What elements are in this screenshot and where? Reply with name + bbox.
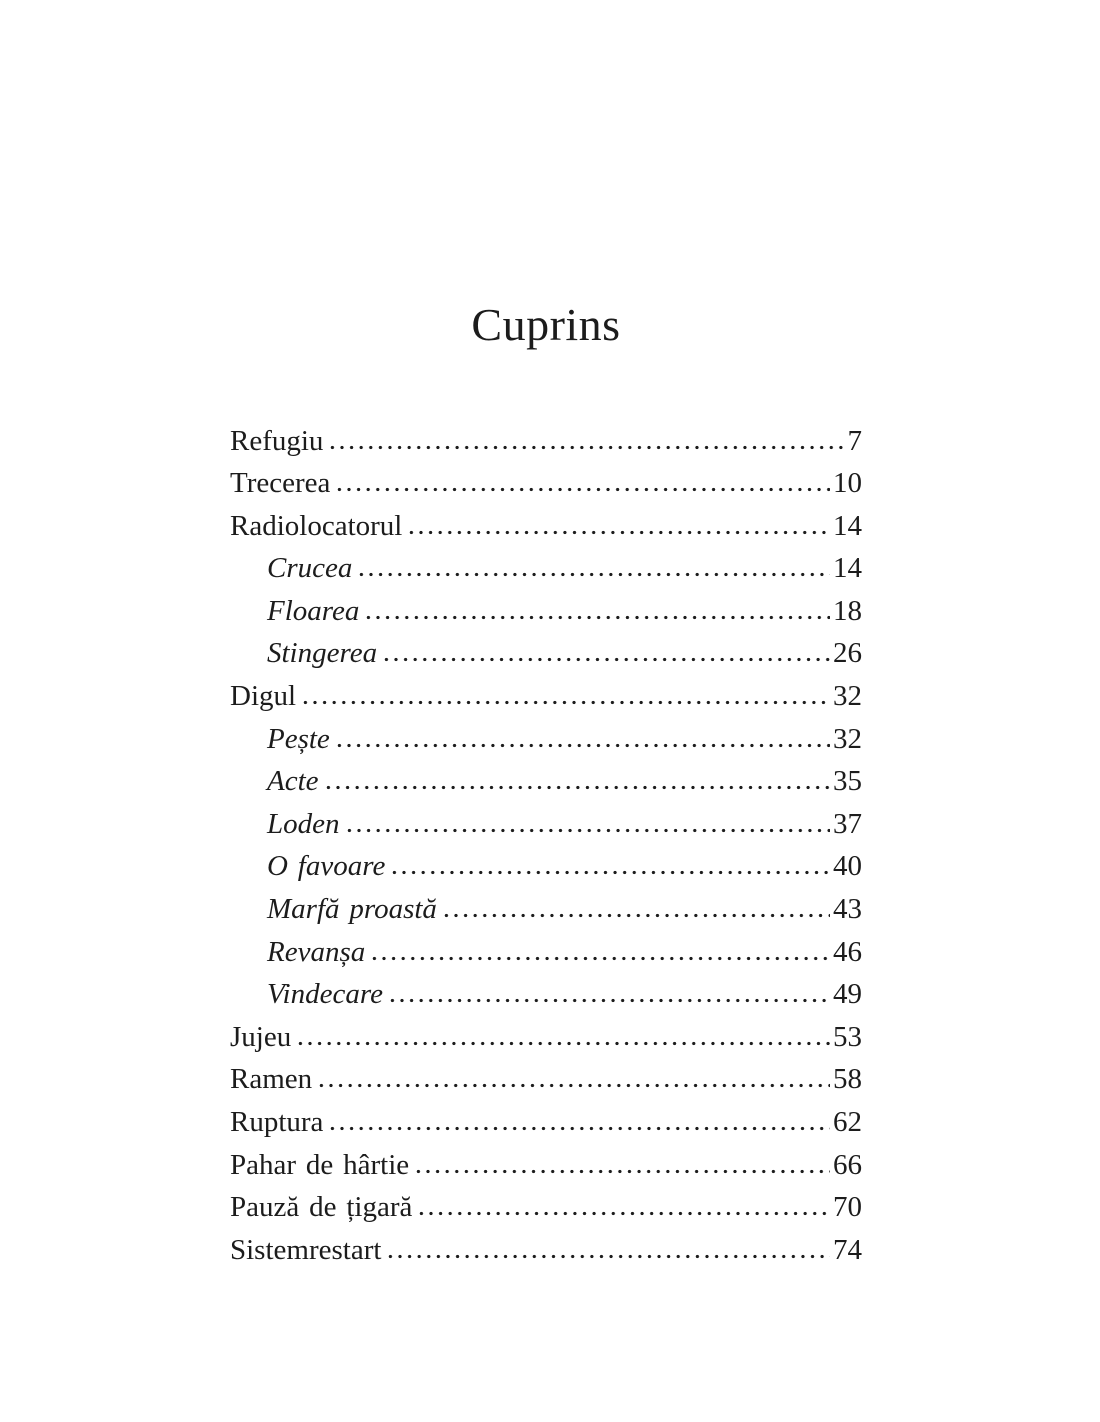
toc-entry-title: Pauză de țigară	[230, 1191, 413, 1224]
toc-entry-page: 35	[833, 765, 862, 798]
toc-entry-page: 14	[833, 552, 862, 585]
toc-entry-page: 40	[833, 850, 862, 883]
toc-entry	[230, 1144, 862, 1187]
dot-leader	[366, 615, 830, 620]
toc-entry-page: 62	[833, 1106, 862, 1138]
toc-entry	[230, 1058, 862, 1101]
page-title: Cuprins	[471, 299, 621, 350]
dot-leader	[330, 445, 844, 450]
toc-entry-title: Digul	[230, 680, 297, 713]
toc-entry-page: 70	[833, 1191, 862, 1224]
toc-entry-page: 7	[847, 424, 862, 457]
toc-entry	[230, 1229, 862, 1272]
toc-entry-page: 74	[833, 1233, 862, 1266]
toc-entry	[230, 760, 862, 803]
toc-entry	[230, 505, 862, 548]
dot-leader	[347, 828, 831, 833]
toc-list	[230, 420, 862, 1272]
dot-leader	[416, 1169, 830, 1174]
toc-entry-title: Revanșa	[267, 935, 366, 968]
toc-entry-page: 49	[833, 978, 862, 1011]
toc-entry	[230, 590, 862, 633]
toc-entry-page: 26	[833, 637, 862, 670]
dot-leader	[419, 1211, 830, 1216]
toc-entry-page: 18	[833, 594, 862, 627]
toc-entry-title: Pahar de hârtie	[230, 1148, 410, 1181]
toc-entry-page: 32	[833, 680, 862, 713]
toc-entry-title: Vindecare	[267, 978, 383, 1011]
toc-entry-title: Refugiu	[230, 424, 324, 457]
toc-entry-title: Stingerea	[267, 637, 378, 670]
dot-leader	[298, 1041, 830, 1046]
toc-entry	[230, 632, 862, 675]
dot-leader	[384, 657, 830, 662]
toc-entry	[230, 845, 862, 888]
dot-leader	[409, 530, 830, 535]
toc-page	[0, 296, 1100, 1422]
dot-leader	[303, 700, 830, 705]
toc-entry	[230, 462, 862, 505]
toc-entry	[230, 1186, 862, 1229]
toc-entry-page: 14	[833, 509, 862, 542]
toc-entry-title: O favoare	[267, 850, 386, 883]
toc-entry-title: Loden	[267, 807, 340, 840]
toc-entry-page: 46	[833, 935, 862, 968]
toc-entry-title: Radiolocatorul	[230, 509, 403, 542]
toc-entry-page: 43	[833, 893, 862, 926]
toc-entry	[230, 973, 862, 1016]
dot-leader	[330, 1126, 830, 1131]
toc-entry	[230, 718, 862, 761]
toc-entry	[230, 1016, 862, 1059]
dot-leader	[388, 1254, 830, 1259]
dot-leader	[392, 870, 830, 875]
toc-entry	[230, 803, 862, 846]
toc-entry-title: Pește	[267, 722, 330, 755]
dot-leader	[359, 572, 830, 577]
toc-entry-page: 58	[833, 1063, 862, 1096]
toc-entry-page: 53	[833, 1020, 862, 1053]
toc-entry-title: Jujeu	[230, 1020, 292, 1053]
toc-entry	[230, 675, 862, 718]
toc-entry-title: Ruptura	[230, 1106, 324, 1138]
toc-entry-page: 66	[833, 1148, 862, 1181]
toc-entry	[230, 547, 862, 590]
toc-entry	[230, 1101, 862, 1144]
toc-entry-title: Marfă proastă	[267, 893, 437, 926]
toc-entry-title: Floarea	[267, 594, 360, 627]
dot-leader	[444, 913, 830, 918]
toc-entry-page: 10	[833, 467, 862, 500]
dot-leader	[337, 743, 830, 748]
toc-entry-page: 37	[833, 807, 862, 840]
dot-leader	[326, 785, 830, 790]
toc-entry-title: Trecerea	[230, 467, 331, 500]
dot-leader	[337, 487, 830, 492]
toc-entry-title: Ramen	[230, 1063, 313, 1096]
toc-entry-title: Sistemrestart	[230, 1233, 382, 1266]
dot-leader	[372, 956, 830, 961]
toc-entry-title: Acte	[267, 765, 319, 798]
dot-leader	[390, 998, 830, 1003]
toc-entry-page: 32	[833, 722, 862, 755]
dot-leader	[319, 1083, 830, 1088]
toc-entry	[230, 420, 862, 463]
toc-entry-title: Crucea	[267, 552, 353, 585]
toc-entry	[230, 888, 862, 931]
toc-entry	[230, 931, 862, 974]
